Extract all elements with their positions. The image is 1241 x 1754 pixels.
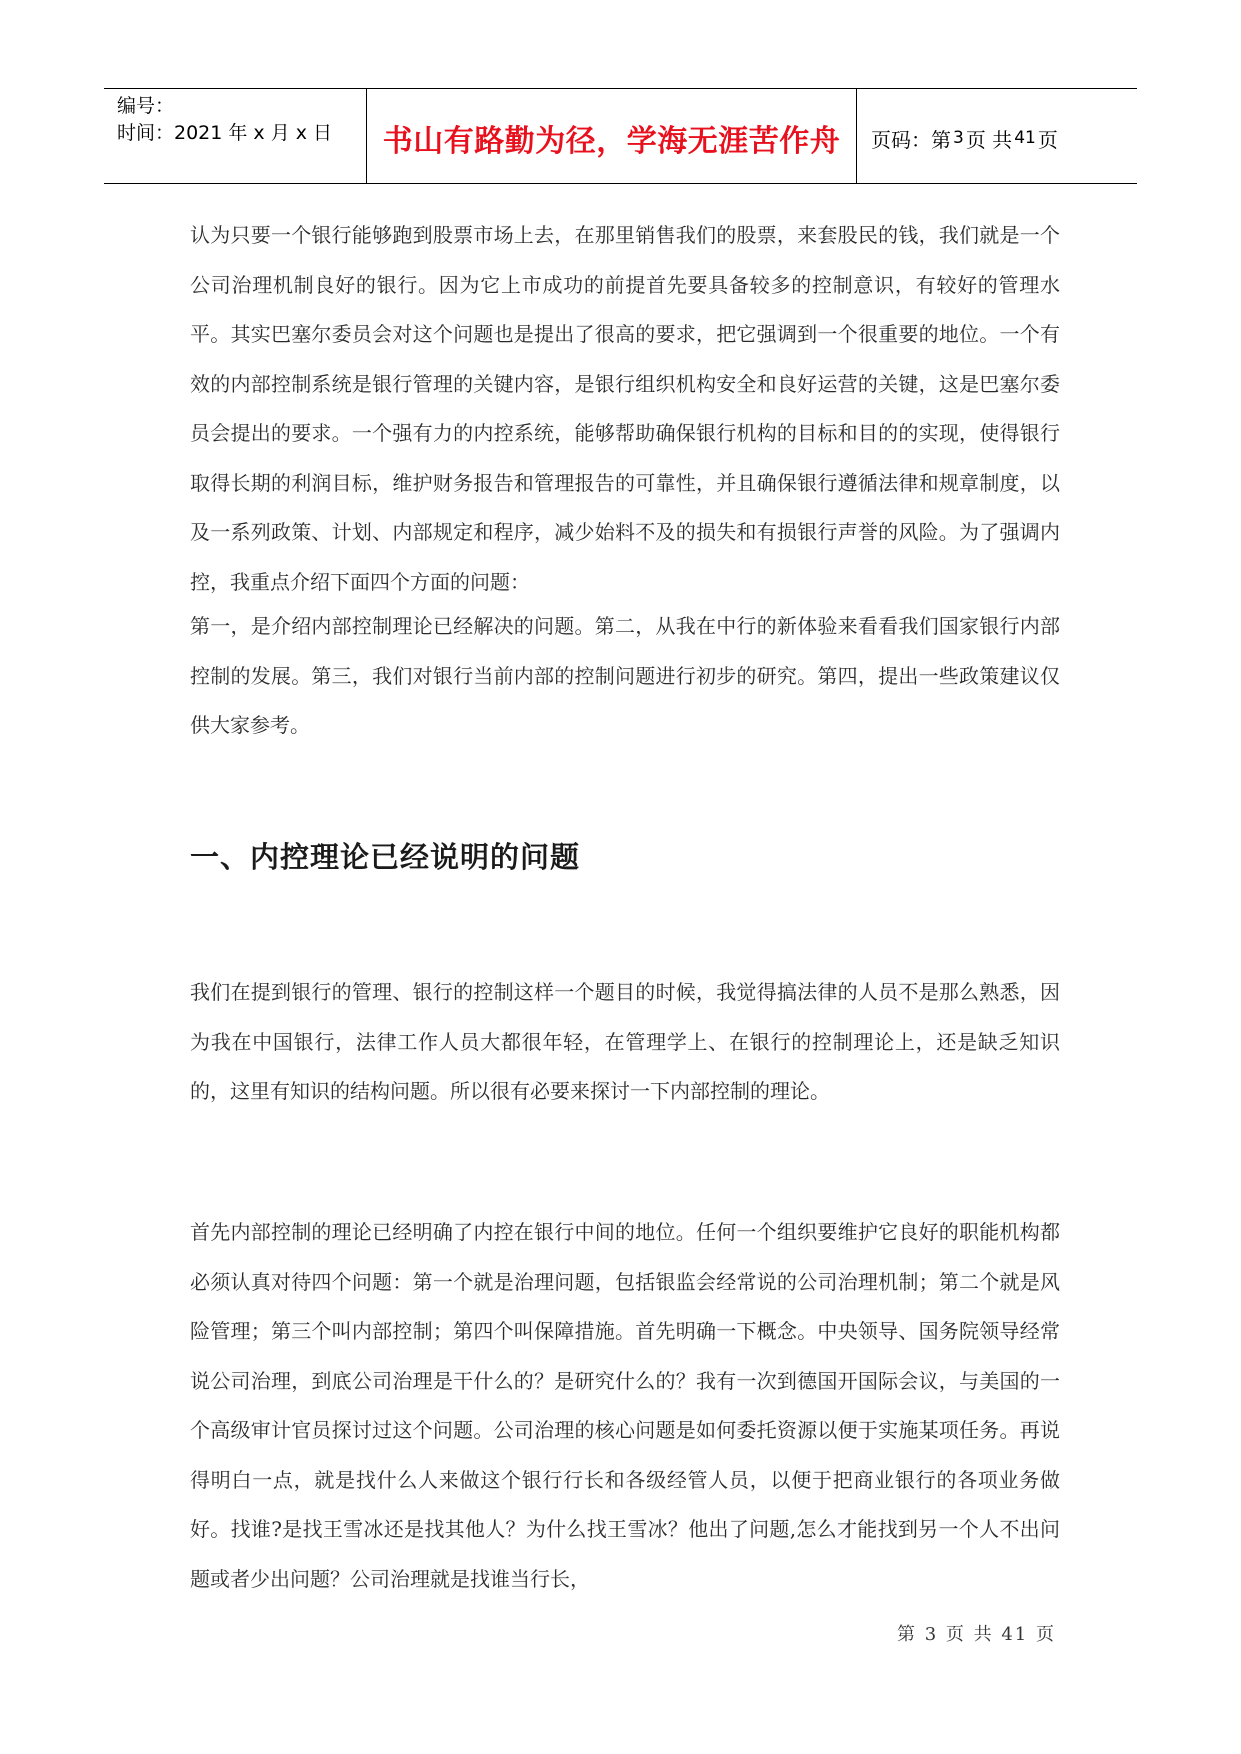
body-paragraph-intro-list [190, 602, 1060, 751]
document-number-label: 编号： [117, 95, 175, 117]
page-total: 41 [1014, 128, 1036, 148]
header-page-cell [857, 89, 1137, 183]
section-heading: 一、内控理论已经说明的问题 [190, 840, 581, 874]
header-meta-cell [104, 89, 367, 183]
document-time-label: 时间：2021 年 x 月 x 日 [117, 122, 333, 144]
paragraph-text: 认为只要一个银行能够跑到股票市场上去，在那里销售我们的股票，来套股民的钱，我们就是一个公司治理机制良好的银行。因为它上市成功的前提首先要具备较多的控制意识，有较好的管理水平。其实巴塞尔委员会对这个问题也是提出了很高的要求，把它强调到一个很重要的地位。一个有效的内部控制系统是银行管理的关键内容，是银行组织机构安全和良好运营的关键，这是巴塞尔委员会提出的要求。一个强有力的内控系统，能够帮助确保银行机构的目标和目的的实现，使得银行取得长期的利润目标，维护财务报告和管理报告的可靠性，并且确保银行遵循法律和规章制度，以及一系列政策、计划、内部规定和程序，减少始料不及的损失和有损银行声誉的风险。为了强调内控，我重点介绍下面四个方面的问题： [190, 223, 1060, 594]
page-mid-label: 页 共 [965, 127, 1013, 152]
body-paragraph-3 [190, 1208, 1060, 1604]
paragraph-text: 我们在提到银行的管理、银行的控制这样一个题目的时候，我觉得搞法律的人员不是那么熟悉，因为我在中国银行，法律工作人员大都很年轻，在管理学上、在银行的控制理论上，还是缺乏知识的，这里有知识的结构问题。所以很有必要来探讨一下内部控制的理论。 [190, 980, 1060, 1103]
page-header [104, 88, 1137, 184]
page-end-label: 页 [1037, 127, 1058, 152]
page-footer: 第 3 页 共 41 页 [897, 1624, 1056, 1645]
paragraph-text: 第一，是介绍内部控制理论已经解决的问题。第二，从我在中行的新体验来看看我们国家银行内部控制的发展。第三，我们对银行当前内部的控制问题进行初步的研究。第四，提出一些政策建议仅供大家参考。 [190, 614, 1060, 737]
paragraph-text: 首先内部控制的理论已经明确了内控在银行中间的地位。任何一个组织要维护它良好的职能机构都必须认真对待四个问题：第一个就是治理问题，包括银监会经常说的公司治理机制；第二个就是风险管理；第三个叫内部控制；第四个叫保障措施。首先明确一下概念。中央领导、国务院领导经常说公司治理，到底公司治理是干什么的？是研究什么的？我有一次到德国开国际会议，与美国的一个高级审计官员探讨过这个问题。公司治理的核心问题是如何委托资源以便于实施某项任务。再说得明白一点，就是找什么人来做这个银行行长和各级经管人员，以便于把商业银行的各项业务做好。找谁?是找王雪冰还是找其他人？为什么找王雪冰？他出了问题,怎么才能找到另一个人不出问题或者少出问题？公司治理就是找谁当行长， [190, 1220, 1060, 1591]
header-motto: 书山有路勤为径，学海无涯苦作舟 [382, 124, 841, 159]
body-paragraph-2 [190, 968, 1060, 1117]
page-current: 3 [953, 128, 964, 148]
page-label: 页码：第 [871, 127, 951, 152]
body-paragraph-1 [190, 211, 1060, 607]
header-motto-cell [367, 89, 857, 183]
